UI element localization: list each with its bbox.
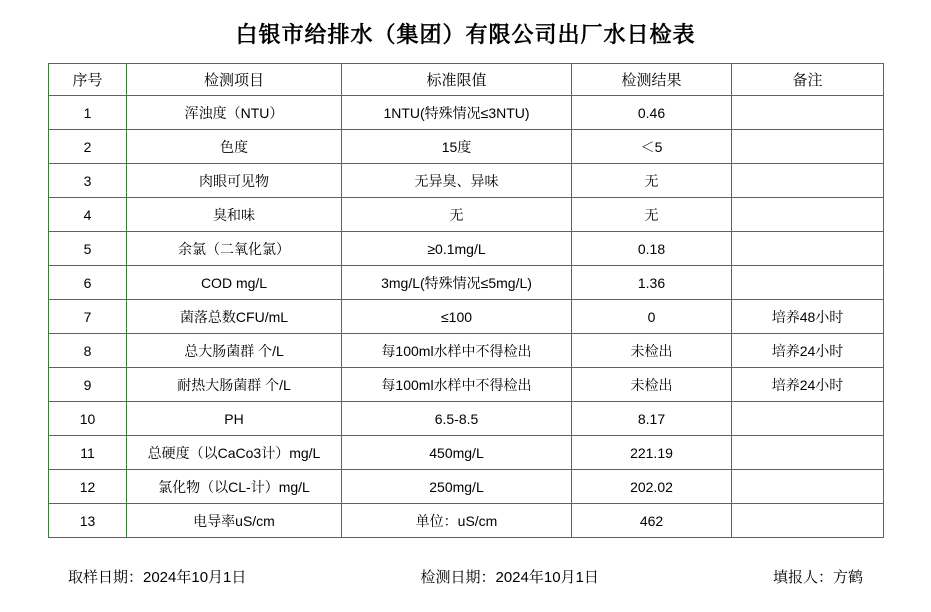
cell-limit: 1NTU(特殊情况≤3NTU) xyxy=(342,96,572,130)
cell-no: 10 xyxy=(49,402,127,436)
table-row xyxy=(49,504,884,538)
cell-result: ＜5 xyxy=(572,130,732,164)
cell-item: COD mg/L xyxy=(127,266,342,300)
cell-limit: ≥0.1mg/L xyxy=(342,232,572,266)
header-cell-remark: 备注 xyxy=(732,64,884,96)
cell-item: PH xyxy=(127,402,342,436)
table-row xyxy=(49,436,884,470)
cell-remark xyxy=(732,232,884,266)
cell-item: 臭和味 xyxy=(127,198,342,232)
cell-result: 8.17 xyxy=(572,402,732,436)
cell-remark xyxy=(732,198,884,232)
cell-no: 4 xyxy=(49,198,127,232)
cell-result: 0.18 xyxy=(572,232,732,266)
cell-remark xyxy=(732,402,884,436)
cell-item: 总大肠菌群 个/L xyxy=(127,334,342,368)
cell-no: 2 xyxy=(49,130,127,164)
table-body xyxy=(49,96,884,538)
cell-remark xyxy=(732,96,884,130)
water-quality-table xyxy=(48,63,884,538)
cell-item: 余氯（二氧化氯） xyxy=(127,232,342,266)
cell-no: 1 xyxy=(49,96,127,130)
table-row xyxy=(49,266,884,300)
header-cell-item: 检测项目 xyxy=(127,64,342,96)
cell-limit: 无 xyxy=(342,198,572,232)
cell-limit: 每100ml水样中不得检出 xyxy=(342,368,572,402)
cell-limit: ≤100 xyxy=(342,300,572,334)
table-header-row xyxy=(49,64,884,96)
cell-item: 浑浊度（NTU） xyxy=(127,96,342,130)
cell-result: 无 xyxy=(572,164,732,198)
cell-remark: 培养48小时 xyxy=(732,300,884,334)
cell-no: 5 xyxy=(49,232,127,266)
table-row xyxy=(49,300,884,334)
table-row xyxy=(49,198,884,232)
cell-item: 氯化物（以CL-计）mg/L xyxy=(127,470,342,504)
cell-limit: 无异臭、异味 xyxy=(342,164,572,198)
cell-item: 总硬度（以CaCo3计）mg/L xyxy=(127,436,342,470)
cell-remark xyxy=(732,266,884,300)
cell-remark xyxy=(732,436,884,470)
cell-result: 未检出 xyxy=(572,368,732,402)
cell-remark xyxy=(732,130,884,164)
cell-remark: 培养24小时 xyxy=(732,368,884,402)
cell-result: 1.36 xyxy=(572,266,732,300)
page-title: 白银市给排水（集团）有限公司出厂水日检表 xyxy=(235,22,696,47)
cell-limit: 450mg/L xyxy=(342,436,572,470)
cell-limit: 每100ml水样中不得检出 xyxy=(342,334,572,368)
cell-no: 7 xyxy=(49,300,127,334)
cell-remark xyxy=(732,164,884,198)
cell-no: 6 xyxy=(49,266,127,300)
table-row xyxy=(49,130,884,164)
cell-result: 221.19 xyxy=(572,436,732,470)
cell-no: 12 xyxy=(49,470,127,504)
cell-limit: 单位：uS/cm xyxy=(342,504,572,538)
table-row xyxy=(49,164,884,198)
cell-no: 13 xyxy=(49,504,127,538)
cell-result: 462 xyxy=(572,504,732,538)
cell-limit: 3mg/L(特殊情况≤5mg/L) xyxy=(342,266,572,300)
cell-limit: 250mg/L xyxy=(342,470,572,504)
cell-remark xyxy=(732,470,884,504)
header-cell-result: 检测结果 xyxy=(572,64,732,96)
table-row xyxy=(49,232,884,266)
cell-item: 电导率uS/cm xyxy=(127,504,342,538)
cell-limit: 6.5-8.5 xyxy=(342,402,572,436)
header-cell-limit: 标准限值 xyxy=(342,64,572,96)
cell-result: 未检出 xyxy=(572,334,732,368)
table-row xyxy=(49,96,884,130)
cell-item: 菌落总数CFU/mL xyxy=(127,300,342,334)
footer xyxy=(48,566,883,587)
header-cell-no: 序号 xyxy=(49,64,127,96)
testing-date: 检测日期：2024年10月1日 xyxy=(420,569,599,586)
cell-result: 0 xyxy=(572,300,732,334)
table-row xyxy=(49,334,884,368)
cell-no: 11 xyxy=(49,436,127,470)
cell-remark xyxy=(732,504,884,538)
cell-item: 色度 xyxy=(127,130,342,164)
cell-item: 肉眼可见物 xyxy=(127,164,342,198)
cell-no: 8 xyxy=(49,334,127,368)
cell-no: 9 xyxy=(49,368,127,402)
sampling-date: 取样日期：2024年10月1日 xyxy=(68,569,247,586)
cell-result: 无 xyxy=(572,198,732,232)
cell-no: 3 xyxy=(49,164,127,198)
table-row xyxy=(49,470,884,504)
table-row xyxy=(49,368,884,402)
cell-limit: 15度 xyxy=(342,130,572,164)
cell-result: 0.46 xyxy=(572,96,732,130)
cell-item: 耐热大肠菌群 个/L xyxy=(127,368,342,402)
reporter-name: 填报人：方鹤 xyxy=(772,569,863,586)
cell-result: 202.02 xyxy=(572,470,732,504)
cell-remark: 培养24小时 xyxy=(732,334,884,368)
table-row xyxy=(49,402,884,436)
table-container xyxy=(0,63,931,538)
table-header xyxy=(49,64,884,96)
